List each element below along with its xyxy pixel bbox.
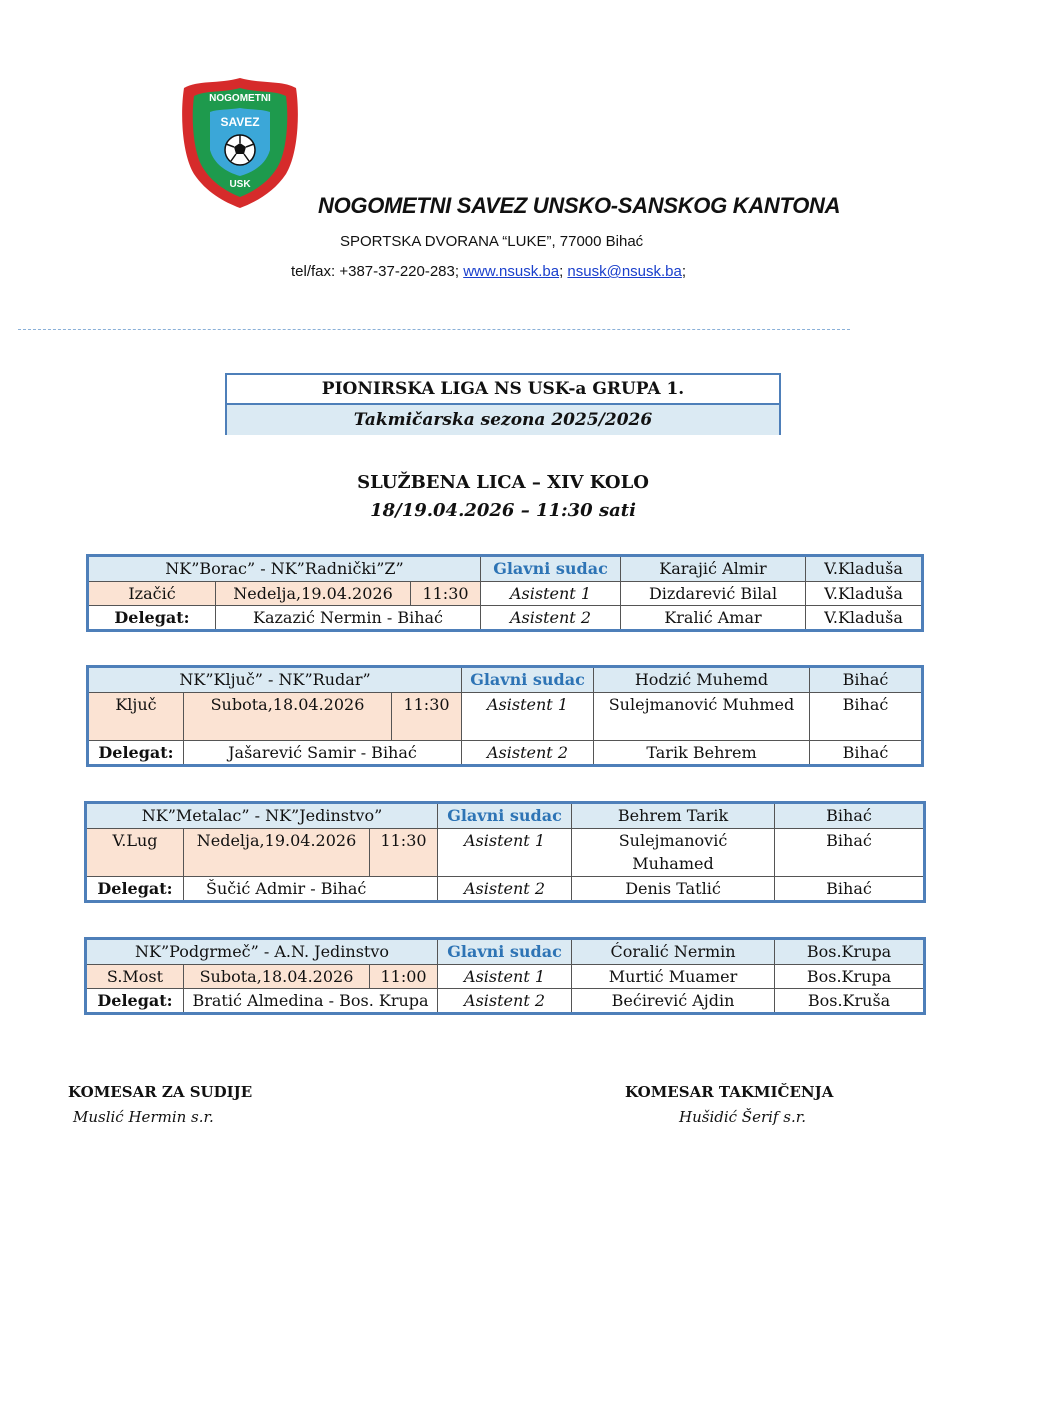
match-teams: NK”Ključ” - NK”Rudar”: [88, 667, 462, 693]
logo-mid-text: SAVEZ: [220, 115, 260, 129]
assistant1-label: Asistent 1: [462, 693, 594, 741]
assistant2-label: Asistent 2: [481, 606, 621, 631]
website-link[interactable]: www.nsusk.ba: [463, 263, 560, 280]
main-referee-label: Glavni sudac: [438, 803, 572, 829]
assistant2-city: Bos.Kruša: [775, 989, 925, 1014]
match-table: [84, 801, 926, 903]
signature-left-name: Muslić Hermin s.r.: [73, 1108, 214, 1126]
signature-right-title: KOMESAR TAKMIČENJA: [625, 1083, 834, 1101]
assistant2: Kralić Amar: [621, 606, 806, 631]
round-title: SLUŽBENA LICA – XIV KOLO: [357, 472, 649, 493]
match-venue: Izačić: [88, 582, 216, 606]
delegate: Jašarević Samir - Bihać: [184, 741, 462, 766]
delegate-label: Delegat:: [88, 606, 216, 631]
assistant2-city: Bihać: [775, 877, 925, 902]
assistant1: Dizdarević Bilal: [621, 582, 806, 606]
assistant2-city: V.Kladuša: [806, 606, 923, 631]
org-address: SPORTSKA DVORANA “LUKE”, 77000 Bihać: [340, 233, 644, 250]
contact-separator: ;: [559, 263, 568, 280]
main-referee: Karajić Almir: [621, 556, 806, 582]
assistant1-city: V.Kladuša: [806, 582, 923, 606]
assistant1: Murtić Muamer: [572, 965, 775, 989]
delegate: Šučić Admir - Bihać: [184, 877, 438, 902]
main-referee-label: Glavni sudac: [438, 939, 572, 965]
assistant1-label: Asistent 1: [438, 829, 572, 877]
main-referee-city: Bihać: [775, 803, 925, 829]
signature-right-name: Hušidić Šerif s.r.: [679, 1108, 807, 1126]
match-teams: NK”Metalac” - NK”Jedinstvo”: [86, 803, 438, 829]
signature-right: [625, 1083, 833, 1126]
org-title: NOGOMETNI SAVEZ UNSKO-SANSKOG KANTONA: [318, 193, 841, 218]
contact-phone: tel/fax: +387-37-220-283;: [291, 263, 464, 280]
header-divider: [18, 329, 850, 330]
contact-suffix: ;: [681, 263, 687, 280]
main-referee: Behrem Tarik: [572, 803, 775, 829]
signature-left-title: KOMESAR ZA SUDIJE: [68, 1083, 253, 1101]
match-time: 11:30: [392, 693, 462, 741]
match-teams: NK”Podgrmeč” - A.N. Jedinstvo: [86, 939, 438, 965]
match-table: [84, 937, 926, 1015]
round-datetime: 18/19.04.2026 – 11:30 sati: [370, 500, 636, 521]
match-teams: NK”Borac” - NK”Radnički”Z”: [88, 556, 481, 582]
assistant2-label: Asistent 2: [438, 989, 572, 1014]
main-referee-city: V.Kladuša: [806, 556, 923, 582]
assistant1-city: Bihać: [775, 829, 925, 877]
delegate: Kazazić Nermin - Bihać: [216, 606, 481, 631]
assistant1-label: Asistent 1: [438, 965, 572, 989]
email-link[interactable]: nsusk@nsusk.ba: [567, 263, 682, 280]
delegate-label: Delegat:: [86, 877, 184, 902]
league-name: PIONIRSKA LIGA NS USK-a GRUPA 1.: [227, 375, 779, 405]
logo-bottom-text: USK: [229, 179, 251, 190]
league-box: [225, 373, 781, 435]
match-date: Subota,18.04.2026: [184, 693, 392, 741]
match-date: Nedelja,19.04.2026: [216, 582, 411, 606]
signature-left: [68, 1083, 252, 1126]
main-referee-label: Glavni sudac: [481, 556, 621, 582]
assistant2-label: Asistent 2: [438, 877, 572, 902]
assistant1: Sulejmanović Muhamed: [572, 829, 775, 877]
main-referee: Ćoralić Nermin: [572, 939, 775, 965]
assistant1: Sulejmanović Muhmed: [594, 693, 810, 741]
assistant2: Bećirević Ajdin: [572, 989, 775, 1014]
delegate-label: Delegat:: [88, 741, 184, 766]
main-referee-city: Bihać: [810, 667, 923, 693]
assistant1-city: Bihać: [810, 693, 923, 741]
assistant2: Tarik Behrem: [594, 741, 810, 766]
match-table: [86, 665, 924, 767]
match-venue: V.Lug: [86, 829, 184, 877]
assistant2: Denis Tatlić: [572, 877, 775, 902]
org-contact: [291, 263, 686, 280]
match-time: 11:30: [370, 829, 438, 877]
match-venue: Ključ: [88, 693, 184, 741]
match-table: [86, 554, 924, 632]
delegate-label: Delegat:: [86, 989, 184, 1014]
main-referee: Hodzić Muhemd: [594, 667, 810, 693]
assistant1-label: Asistent 1: [481, 582, 621, 606]
logo-top-text: NOGOMETNI: [209, 93, 271, 104]
delegate: Bratić Almedina - Bos. Krupa: [184, 989, 438, 1014]
match-time: 11:30: [411, 582, 481, 606]
match-time: 11:00: [370, 965, 438, 989]
assistant2-city: Bihać: [810, 741, 923, 766]
main-referee-label: Glavni sudac: [462, 667, 594, 693]
assistant1-city: Bos.Krupa: [775, 965, 925, 989]
main-referee-city: Bos.Krupa: [775, 939, 925, 965]
match-venue: S.Most: [86, 965, 184, 989]
match-date: Subota,18.04.2026: [184, 965, 370, 989]
nsusk-logo: [178, 74, 302, 212]
match-date: Nedelja,19.04.2026: [184, 829, 370, 877]
assistant2-label: Asistent 2: [462, 741, 594, 766]
league-season: Takmičarska sezona 2025/2026: [227, 405, 779, 435]
